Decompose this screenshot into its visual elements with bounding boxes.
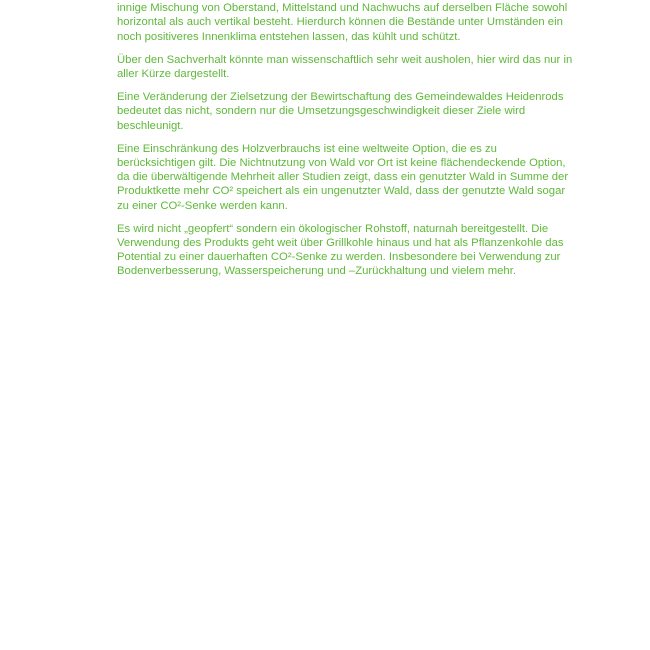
document-body: [117, 0, 577, 288]
paragraph-biochar: Es wird nicht „geopfert“ sondern ein ökologischer Rohstoff, naturnah bereitgestellt. Die Verwendung des Produkts geht weit über Grillkohle hinaus und hat als Pflanzenkohle das Potential zu einer dauerhaften CO²-Senke zu werden. Insbesondere bei Verwendung zur Bodenverbesserung, Wasserspeicherung und –Zurückhaltung und vielem mehr.: [117, 222, 564, 278]
paragraph-management-goals: Eine Veränderung der Zielsetzung der Bewirtschaftung des Gemeindewaldes Heidenrods bedeutet das nicht, sondern nur die Umsetzungsgeschwindigkeit dieser Ziele wird beschleunigt.: [117, 91, 564, 132]
paragraph-scientific-note: Über den Sachverhalt könnte man wissenschaftlich sehr weit ausholen, hier wird das nur in aller Kürze dargestellt.: [117, 53, 573, 81]
paragraph-forest-structure: innige Mischung von Oberstand, Mittelstand und Nachwuchs auf derselben Fläche sowohl horizontal als auch vertikal besteht. Hierdurch können die Bestände unter Umständen ein noch positiveres Innenklima entstehen lassen, das kühlt und schützt.: [117, 2, 568, 43]
paragraph-wood-consumption: Eine Einschränkung des Holzverbrauchs ist eine weltweite Option, die es zu berücksichtigen gilt. Die Nichtnutzung von Wald vor Ort ist keine flächendeckende Option, da die überwältigende Mehrheit aller Studien zeigt, dass ein genutzter Wald in Summe der Produktkette mehr CO² speichert als ein ungenutzter Wald, dass der genutzte Wald sogar zu einer CO²-Senke werden kann.: [117, 142, 569, 212]
